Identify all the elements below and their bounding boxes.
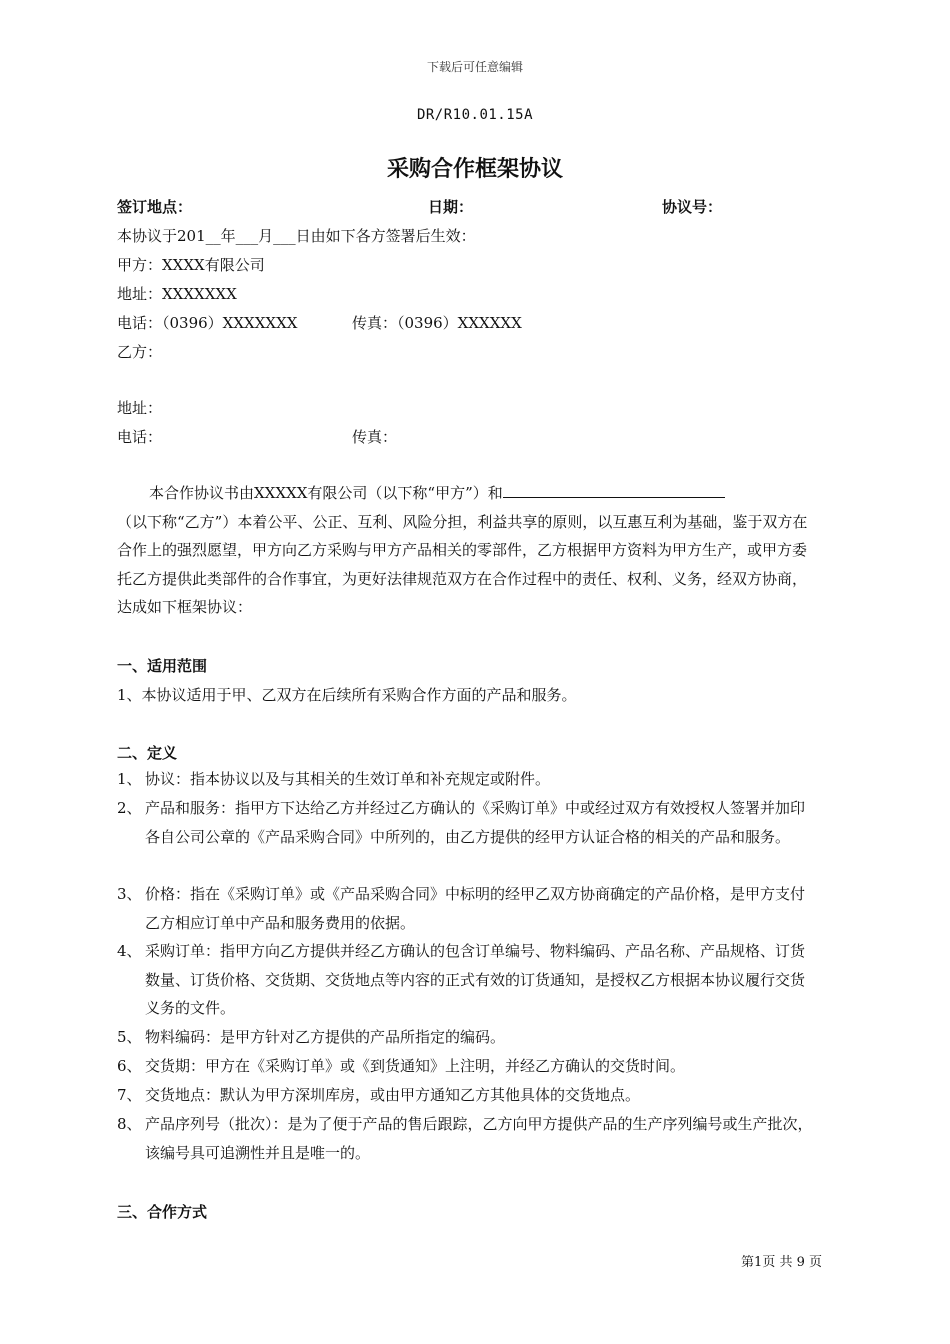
header-note: 下载后可任意编辑 — [426, 60, 523, 74]
document-title: 采购合作框架协议 — [386, 157, 563, 182]
definition-text: 物料编码：是甲方针对乙方提供的产品所指定的编码。 — [145, 1028, 506, 1046]
party-b-phone: 电话： — [117, 428, 163, 446]
definition-text: 产品和服务：指甲方下达给乙方并经过乙方确认的《采购订单》中或经过双方有效授权人签署并加印各自公司公章的《产品采购合同》中所列的，由乙方提供的经甲方认证合格的相关的产品和服务。 — [145, 799, 806, 846]
intro-paragraph — [117, 479, 817, 622]
definition-text: 价格：指在《采购订单》或《产品采购合同》中标明的经甲乙双方协商确定的产品价格，是甲方支付乙方相应订单中产品和服务费用的依据。 — [145, 885, 806, 932]
definition-number: 3、 — [117, 885, 142, 903]
section-1-heading: 一、适用范围 — [117, 657, 208, 675]
party-a-fax: 传真：（0396）XXXXXX — [352, 314, 522, 332]
definition-item — [117, 1052, 817, 1081]
effective-date-line: 本协议于201__年___月___日由如下各方签署后生效： — [117, 227, 476, 245]
definition-item — [117, 794, 817, 851]
definition-item — [117, 937, 817, 1023]
definition-number: 8、 — [117, 1115, 142, 1133]
definition-number: 4、 — [117, 942, 142, 960]
definition-number: 1、 — [117, 770, 142, 788]
intro-first-line: 本合作协议书由XXXXX有限公司（以下称“甲方”）和 — [149, 484, 503, 502]
document-number: DR/R10.01.15A — [416, 107, 534, 123]
party-b-fax: 传真： — [352, 428, 398, 446]
definition-number: 5、 — [117, 1028, 142, 1046]
party-a-name: 甲方：XXXX有限公司 — [117, 256, 265, 274]
definition-text: 产品序列号（批次）：是为了便于产品的售后跟踪，乙方向甲方提供产品的生产序列编号或生产批次，该编号具可追溯性并且是唯一的。 — [145, 1115, 813, 1162]
definition-text: 协议：指本协议以及与其相关的生效订单和补充规定或附件。 — [145, 770, 551, 788]
definition-item — [117, 880, 817, 937]
page-footer: 第1页 共 9 页 — [741, 1255, 822, 1270]
section-2-heading: 二、定义 — [117, 744, 178, 762]
section-1-item: 1、本协议适用于甲、乙双方在后续所有采购合作方面的产品和服务。 — [117, 686, 577, 704]
party-a-address: 地址：XXXXXXX — [117, 285, 237, 303]
definition-item — [117, 1110, 817, 1167]
definition-text: 交货期：甲方在《采购订单》或《到货通知》上注明，并经乙方确认的交货时间。 — [145, 1057, 686, 1075]
section-3-heading: 三、合作方式 — [117, 1203, 208, 1221]
definition-number: 7、 — [117, 1086, 142, 1104]
definition-item — [117, 1081, 817, 1110]
definition-number: 6、 — [117, 1057, 142, 1075]
party-b-name-blank — [503, 481, 725, 498]
definition-text: 交货地点：默认为甲方深圳库房，或由甲方通知乙方其他具体的交货地点。 — [145, 1086, 641, 1104]
party-a-phone: 电话：（0396）XXXXXXX — [117, 314, 298, 332]
party-b-address: 地址： — [117, 399, 163, 417]
signing-place-label: 签订地点： — [117, 198, 193, 216]
definition-item — [117, 1023, 817, 1052]
party-b-name: 乙方： — [117, 343, 163, 361]
date-label: 日期： — [428, 198, 474, 216]
intro-rest: （以下称“乙方”）本着公平、公正、互利、风险分担，利益共享的原则，以互惠互利为基础，鉴于双方在合作上的强烈愿望，甲方向乙方采购与甲方产品相关的零部件，乙方根据甲方资料为甲方生产，或甲方委托乙方提供此类部件的合作事宜，为更好法律规范双方在合作过程中的责任、权利、义务，经双方协商，达成如下框架协议： — [117, 512, 808, 616]
definition-text: 采购订单：指甲方向乙方提供并经乙方确认的包含订单编号、物料编码、产品名称、产品规格、订货数量、订货价格、交货期、交货地点等内容的正式有效的订货通知，是授权乙方根据本协议履行交货义务的文件。 — [145, 942, 806, 1017]
definition-number: 2、 — [117, 799, 142, 817]
agreement-number-label: 协议号： — [662, 198, 723, 216]
definition-item — [117, 765, 817, 794]
